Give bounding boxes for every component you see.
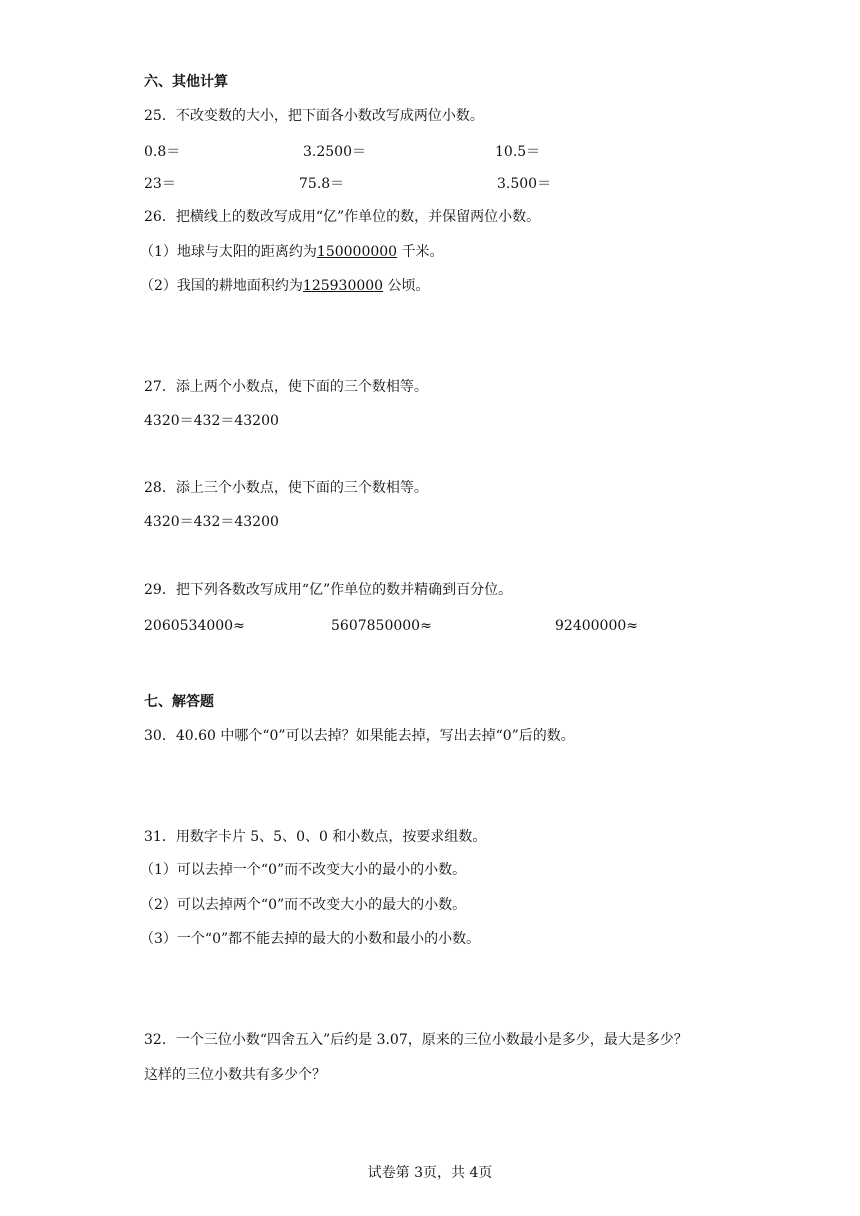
q26-part-1-text: （1）地球与太阳的距离约为 (140, 244, 317, 260)
question-28-prompt: 28．添上三个小数点，使下面的三个数相等。 (144, 480, 428, 496)
q26-part-2-text: （2）我国的耕地面积约为 (140, 278, 303, 294)
q25-item: 0.8＝ (144, 144, 181, 160)
q28-expression: 4320＝432＝43200 (144, 514, 279, 530)
question-32-line-2: 这样的三位小数共有多少个？ (144, 1067, 326, 1083)
q26-part-1-unit: 千米。 (401, 244, 444, 260)
q25-item: 10.5＝ (495, 144, 541, 160)
question-25-prompt: 25．不改变数的大小，把下面各小数改写成两位小数。 (144, 108, 484, 124)
question-31-prompt: 31．用数字卡片 5、5、0、0 和小数点，按要求组数。 (144, 829, 487, 845)
q25-item: 3.500＝ (497, 176, 552, 192)
q29-item: 5607850000≈ (331, 618, 432, 634)
question-29-prompt: 29．把下列各数改写成用“亿”作单位的数并精确到百分位。 (144, 582, 513, 598)
q31-part: （3）一个“0”都不能去掉的最大的小数和最小的小数。 (140, 931, 481, 947)
q26-part-1-number: 150000000 (316, 244, 398, 260)
section-seven-heading: 七、解答题 (144, 694, 214, 710)
question-26-prompt: 26．把横线上的数改写成用“亿”作单位的数，并保留两位小数。 (144, 209, 541, 225)
q31-part: （1）可以去掉一个“0”而不改变大小的最小的小数。 (140, 862, 467, 878)
q25-item: 3.2500＝ (303, 144, 366, 160)
question-27-prompt: 27．添上两个小数点，使下面的三个数相等。 (144, 379, 428, 395)
q27-expression: 4320＝432＝43200 (144, 413, 279, 429)
section-six-heading: 六、其他计算 (144, 74, 228, 90)
q26-part-2 (140, 277, 430, 295)
q25-item: 23＝ (144, 176, 176, 192)
q26-part-2-number: 125930000 (302, 278, 384, 294)
page-footer: 试卷第 3页，共 4页 (367, 1165, 493, 1181)
question-32-line-1: 32．一个三位小数“四舍五入”后约是 3.07，原来的三位小数最小是多少，最大是多少？ (144, 1032, 688, 1048)
q29-item: 92400000≈ (555, 618, 638, 634)
q25-item: 75.8＝ (299, 176, 345, 192)
question-30-prompt: 30．40.60 中哪个“0”可以去掉？如果能去掉，写出去掉“0”后的数。 (144, 728, 575, 744)
q29-item: 2060534000≈ (144, 618, 245, 634)
q31-part: （2）可以去掉两个“0”而不改变大小的最大的小数。 (140, 897, 467, 913)
q26-part-2-unit: 公顷。 (387, 278, 430, 294)
q26-part-1 (140, 243, 444, 261)
